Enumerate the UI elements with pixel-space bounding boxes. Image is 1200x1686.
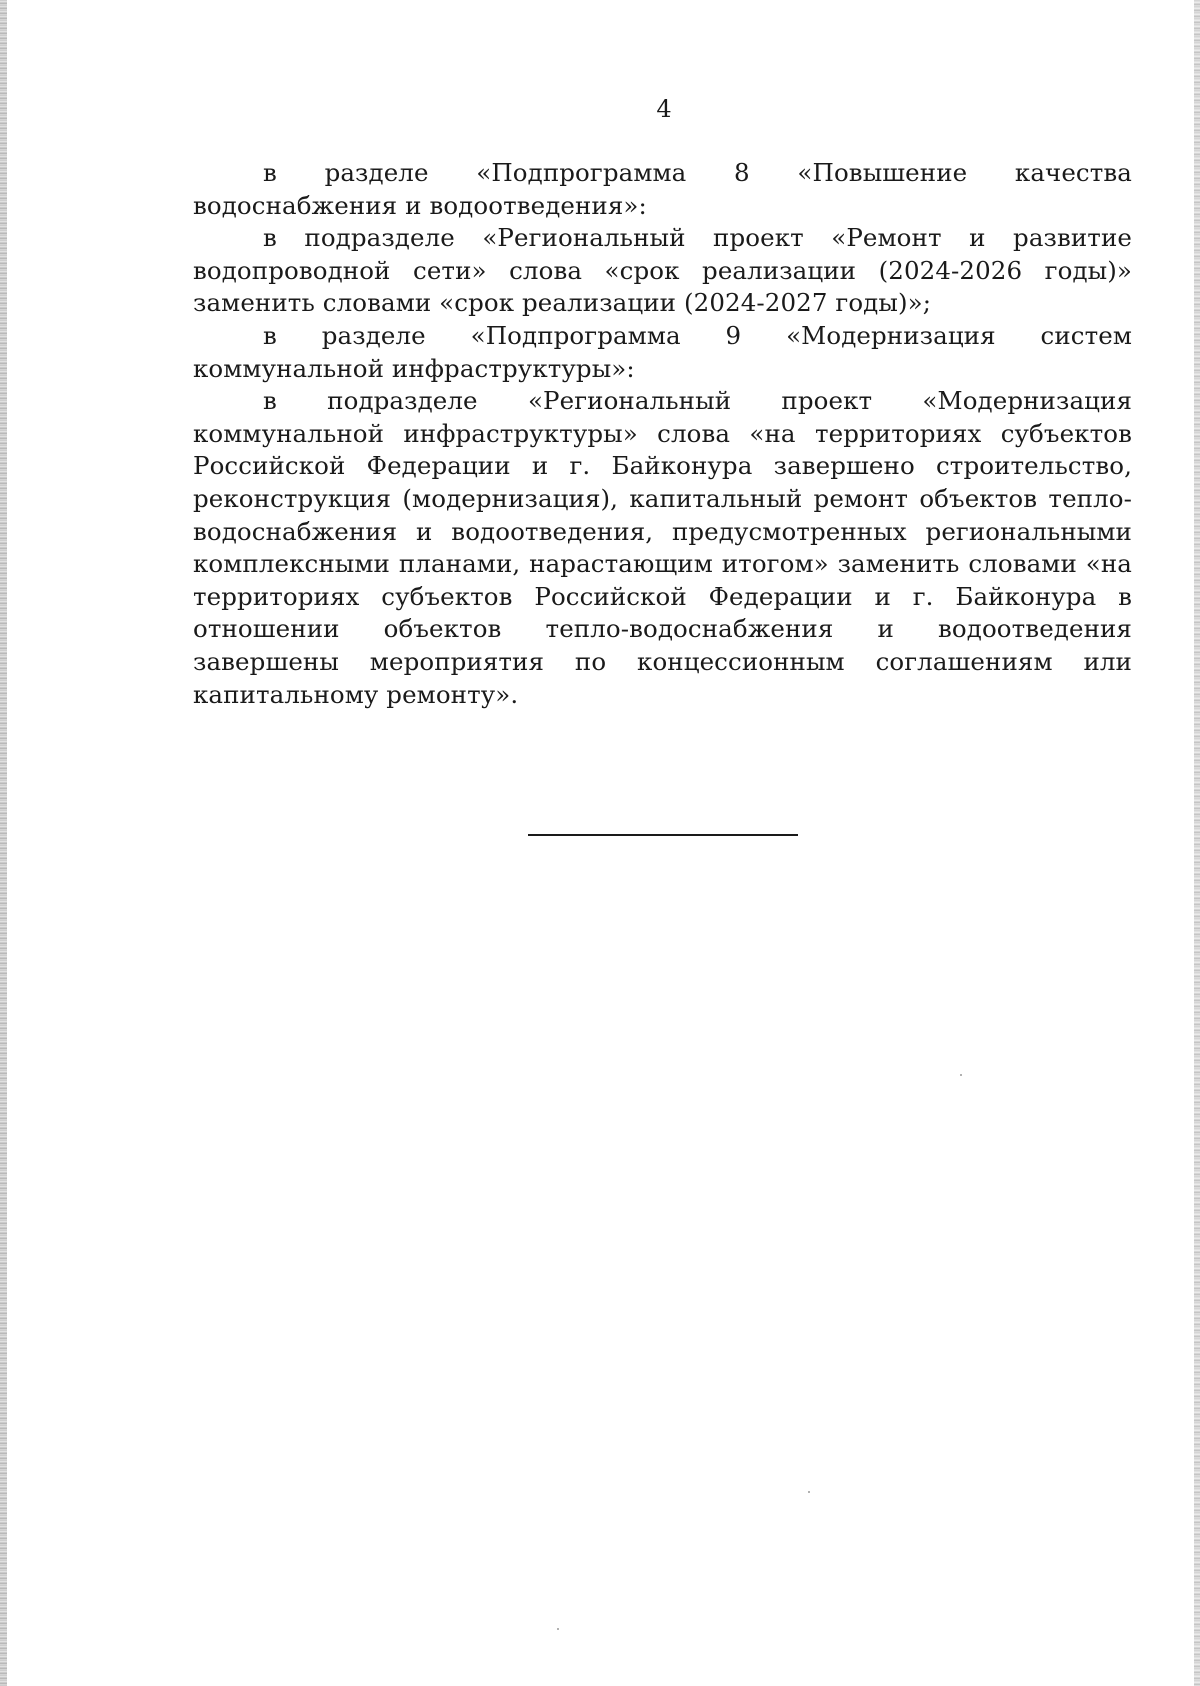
end-of-text-rule bbox=[528, 834, 798, 836]
scan-speck bbox=[808, 1491, 810, 1493]
scan-speck bbox=[557, 1628, 559, 1630]
paragraph-water-network-project: в подразделе «Региональный проект «Ремонт и развитие водопроводной сети» слова «срок реализации (2024-2026 годы)» заменить словами «срок реализации (2024-2027 годы)»; bbox=[193, 223, 1132, 318]
paragraph-subprogram-8: в разделе «Подпрограмма 8 «Повышение качества водоснабжения и водоотведения»: bbox=[193, 158, 1132, 220]
scan-speck bbox=[960, 1074, 962, 1076]
scan-edge-left bbox=[0, 0, 7, 1686]
page-number: 4 bbox=[656, 95, 672, 123]
document-body bbox=[193, 157, 1132, 711]
paragraph-subprogram-9: в разделе «Подпрограмма 9 «Модернизация систем коммунальной инфраструктуры»: bbox=[193, 320, 1132, 383]
scan-edge-right bbox=[1194, 0, 1200, 1686]
paragraph-infrastructure-project: в подразделе «Региональный проект «Модернизация коммунальной инфраструктуры» слова «на территориях субъектов Российской Федерации и г. Байконура завершено строительство, реконструкция (модернизация), капитальный ремонт объектов тепло-водоснабжения и водоотведения, предусмотренных региональными комплексными планами, нарастающим итогом» заменить словами «на территориях субъектов Российской Федерации и г. Байконура в отношении объектов тепло-водоснабжения и водоотведения завершены мероприятия по концессионным соглашениям или капитальному ремонту». bbox=[193, 386, 1132, 709]
